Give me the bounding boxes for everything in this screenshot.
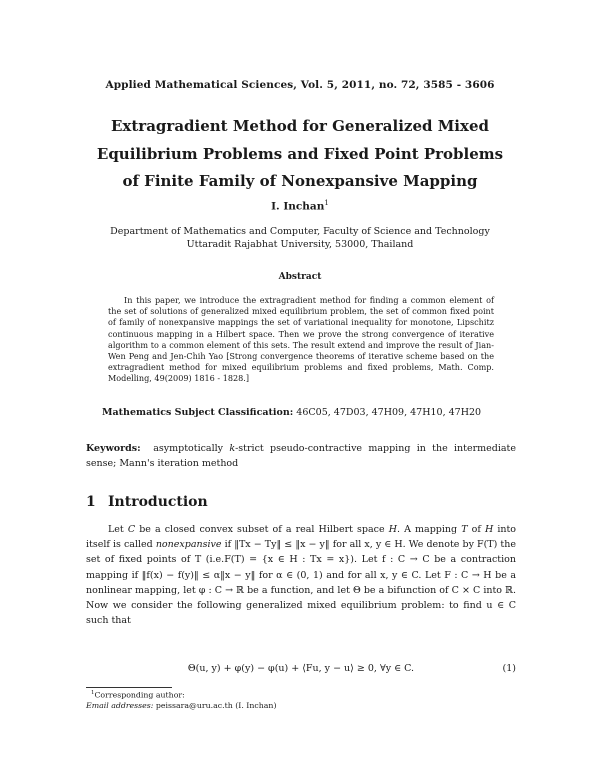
section-heading: [86, 494, 208, 510]
paper-title-line-3: of Finite Family of Nonexpansive Mapping: [122, 172, 478, 190]
footnote-corresponding: [86, 690, 185, 700]
keywords-text-after: -strict pseudo-contractive mapping in the intermediate sense; Mann's iteration method: [86, 443, 516, 469]
keywords-label: Keywords:: [86, 443, 141, 454]
abstract-heading: Abstract: [278, 272, 322, 282]
footnote-rule: [86, 687, 172, 688]
affiliation-line-1: Department of Mathematics and Computer, Faculty of Science and Technology: [110, 226, 490, 237]
intro-paragraph: [86, 522, 516, 628]
intro-text-a: Let: [108, 524, 128, 535]
term-nonexpansive: nonexpansive: [155, 539, 222, 551]
keywords: [86, 441, 516, 471]
intro-text-b: be a closed convex subset of a real Hilbert space: [135, 524, 389, 535]
author-name: I. Inchan: [271, 200, 325, 213]
author: [0, 199, 600, 213]
intro-text-d: of: [467, 524, 485, 535]
affiliation-line-2: Uttaradit Rajabhat University, 53000, Thailand: [186, 239, 414, 250]
intro-text-c: . A mapping: [396, 524, 462, 535]
footnote-mark: 1: [90, 690, 95, 696]
paper-title-line-1: Extragradient Method for Generalized Mixed: [111, 117, 489, 135]
footnote-corresponding-text: Corresponding author:: [94, 690, 185, 700]
section-number: 1: [86, 494, 96, 510]
journal-header: Applied Mathematical Sciences, Vol. 5, 2011, no. 72, 3585 - 3606: [105, 79, 495, 91]
msc-line: [102, 407, 481, 418]
email-address[interactable]: peissara@uru.ac.th (I. Inchan): [155, 701, 277, 710]
section-title: Introduction: [108, 494, 208, 510]
author-footnote-mark[interactable]: 1: [324, 199, 329, 207]
keywords-k: k: [229, 443, 236, 454]
email-label: Email addresses:: [86, 701, 154, 710]
msc-codes: 46C05, 47D03, 47H09, 47H10, 47H20: [296, 407, 482, 418]
intro-text-e: into itself is called: [86, 524, 517, 551]
math-T: T: [461, 524, 468, 535]
msc-label: Mathematics Subject Classification:: [102, 407, 294, 418]
equation-1: [86, 663, 516, 674]
keywords-text-before: asymptotically: [153, 443, 230, 454]
intro-text-f: if ‖Tx − Ty‖ ≤ ‖x − y‖ for all x, y ∈ H. We denote by F(T) the set of fixed points of T (i.e.F(T) = {x ∈ H : Tx = x}). Let f : C → C be a contraction mapping if ‖f(x) − f(y)‖ ≤ α‖x − y‖ for α ∈ (0, 1) and for all x, y ∈ C. Let F : C → H be a nonlinear mapping, let φ : C → ℝ be a function, and let Θ be a bifunction of C × C into ℝ. Now we consider the following generalized mixed equilibrium problem: to find u ∈ C such that: [86, 539, 516, 627]
math-H-2: H: [484, 524, 494, 535]
abstract-body: [108, 295, 494, 385]
equation-formula: Θ(u, y) + φ(y) − φ(u) + ⟨Fu, y − u⟩ ≥ 0, ∀y ∈ C.: [187, 663, 415, 674]
equation-number: (1): [502, 663, 516, 674]
math-C: C: [127, 524, 136, 535]
footnote-email: [86, 701, 276, 710]
paper-title-line-2: Equilibrium Problems and Fixed Point Problems: [96, 145, 504, 163]
abstract-text: In this paper, we introduce the extragradient method for finding a common element of the set of solutions of generalized mixed equilibrium problem, the set of common fixed point of family of nonexpansive mappings the set of variational inequality for monotone, Lipschitz continuous mapping in a Hilbert space. Then we prove the strong convergence of iterative algorithm to a common element of this sets. The result extend and improve the result of Jian-Wen Peng and Jen-Chih Yao [Strong convergence theorems of iterative scheme based on the extragradient method for mixed equilibrium problems and fixed problems, Math. Comp. Modelling, 49(2009) 1816 - 1828.]: [108, 295, 494, 384]
math-H: H: [388, 524, 397, 535]
